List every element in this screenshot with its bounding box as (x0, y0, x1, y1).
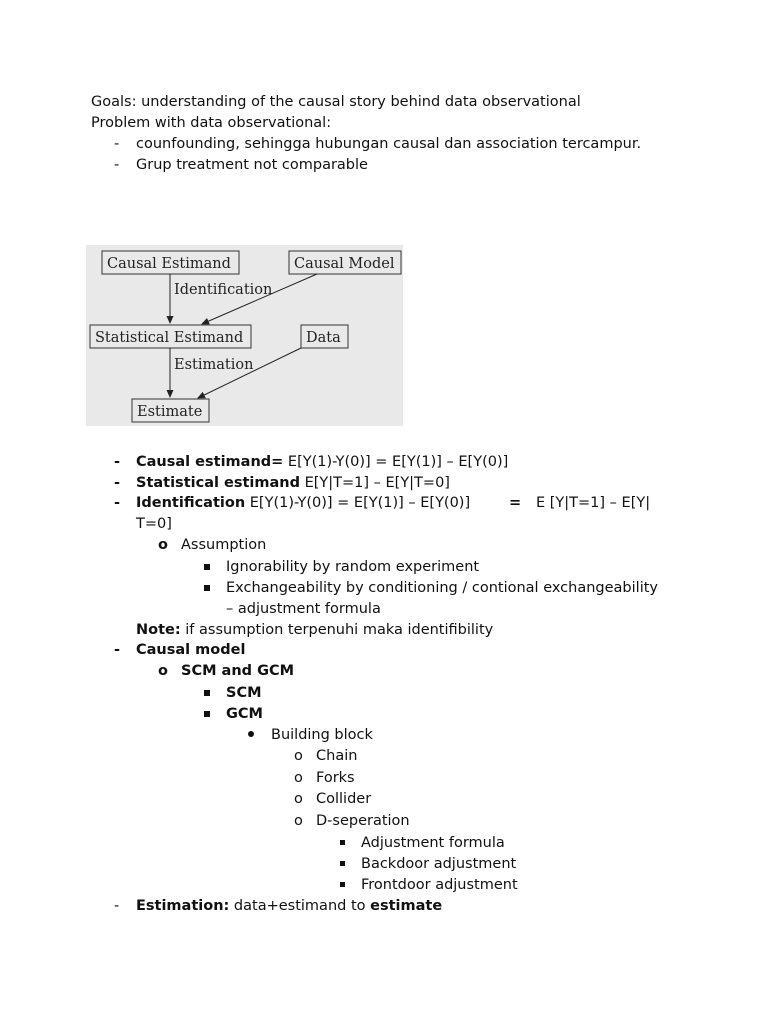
scm-gcm-item: SCM and GCM (181, 663, 295, 679)
o-marker: o (294, 770, 303, 786)
identification-line (136, 493, 470, 513)
note-line (136, 620, 493, 640)
problem-bullet: counfounding, sehingga hubungan causal dan association tercampur. (136, 136, 642, 152)
dash-marker: - (114, 495, 121, 511)
estimation-text: data+estimand to (229, 898, 371, 914)
block-dseperation: D-seperation (316, 813, 410, 829)
identification-label: Identification (136, 495, 246, 511)
square-bullet (340, 861, 345, 866)
dash-marker: - (114, 157, 120, 173)
assumption-exchangeability: Exchangeability by conditioning / contional exchangeability (226, 580, 658, 596)
square-bullet (340, 882, 345, 887)
label-statistical-estimand: Statistical Estimand (95, 330, 244, 346)
block-chain: Chain (316, 748, 358, 764)
square-bullet (204, 711, 210, 717)
causal-model-item: Causal model (136, 642, 246, 658)
o-marker: o (294, 748, 303, 764)
identification-text: E[Y(1)-Y(0)] = E[Y(1)] – E[Y(0)] (245, 495, 471, 511)
assumption-ignorability: Ignorability by random experiment (226, 559, 480, 575)
statistical-estimand-label: Statistical estimand (136, 475, 300, 491)
building-block-item: Building block (271, 727, 373, 743)
label-data: Data (306, 330, 341, 346)
block-collider: Collider (316, 791, 372, 807)
note-text: if assumption terpenuhi maka identifibility (180, 622, 494, 638)
statistical-estimand-text: E[Y|T=1] – E[Y|T=0] (299, 475, 450, 491)
scm-item: SCM (226, 685, 262, 701)
dsep-adjustment-formula: Adjustment formula (361, 835, 505, 851)
causal-estimand-text: E[Y(1)-Y(0)] = E[Y(1)] – E[Y(0)] (283, 454, 509, 470)
assumption-item: Assumption (181, 537, 267, 553)
dash-marker: - (114, 136, 120, 152)
note-label: Note: (136, 622, 181, 638)
label-estimate: Estimate (137, 404, 203, 420)
dash-marker: - (114, 642, 121, 658)
dash-marker: - (114, 898, 120, 914)
label-estimation: Estimation (174, 357, 254, 373)
dsep-backdoor: Backdoor adjustment (361, 856, 517, 872)
statistical-estimand-line (136, 473, 450, 493)
label-causal-estimand: Causal Estimand (107, 256, 231, 272)
problem-line: Problem with data observational: (91, 115, 332, 131)
goals-line: Goals: understanding of the causal story behind data observational (91, 94, 581, 110)
dash-marker: - (114, 475, 121, 491)
identification-equals: = (509, 495, 522, 511)
estimation-tail: estimate (370, 898, 443, 914)
square-bullet (204, 585, 210, 591)
block-forks: Forks (316, 770, 355, 786)
round-bullet (248, 731, 254, 737)
o-marker: o (158, 537, 168, 553)
arrow-data-to-estimate (198, 348, 301, 398)
o-marker: o (294, 791, 303, 807)
dsep-frontdoor: Frontdoor adjustment (361, 877, 518, 893)
gcm-item: GCM (226, 706, 263, 722)
causal-estimand-label: Causal estimand= (136, 454, 284, 470)
estimation-line (136, 896, 442, 916)
assumption-exchangeability-cont: – adjustment formula (226, 601, 381, 617)
dash-marker: - (114, 454, 121, 470)
identification-rhs: E [Y|T=1] – E[Y| (536, 495, 651, 511)
o-marker: o (158, 663, 168, 679)
square-bullet (204, 690, 210, 696)
causal-flow-diagram (86, 245, 403, 426)
problem-bullet: Grup treatment not comparable (136, 157, 368, 173)
o-marker: o (294, 813, 303, 829)
label-causal-model: Causal Model (294, 256, 395, 272)
causal-estimand-line (136, 452, 508, 472)
identification-cont: T=0] (136, 516, 172, 532)
square-bullet (340, 840, 345, 845)
label-identification: Identification (174, 282, 273, 298)
estimation-label: Estimation: (136, 898, 230, 914)
square-bullet (204, 564, 210, 570)
